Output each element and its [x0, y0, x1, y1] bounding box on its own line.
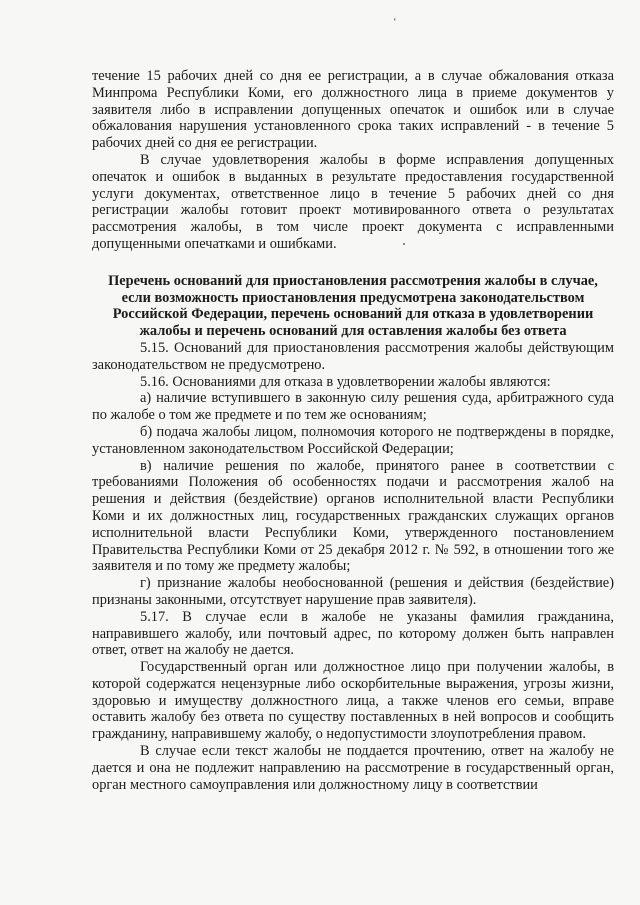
list-item-v: в) наличие решения по жалобе, принятого ранее в соответствии с требованиями Положения об особенностях подачи и рассмотрения жалоб на решения и действия (бездействие) органов исполнительной власти Республики Коми и их должностных лиц, государственных гражданских служащих органов исполнительной власти Республики Коми, утвержденного постановлением Правительства Республики Коми от 25 декабря 2012 г. № 592, в отношении того же заявителя и по тому же предмету жалобы; [92, 457, 614, 575]
paragraph-5-16: 5.16. Основаниями для отказа в удовлетворении жалобы являются: [140, 373, 551, 390]
list-item-g: г) признание жалобы необоснованной (решения и действия (бездействие) признаны законными, отсутствует нарушение прав заявителя). [92, 575, 614, 608]
list-item-a: а) наличие вступившего в законную силу решения суда, арбитражного суда по жалобе о том же предмете и по тем же основаниям; [92, 390, 614, 424]
document-body [92, 68, 614, 793]
paragraph-5-17: 5.17. В случае если в жалобе не указаны фамилия гражданина, направившего жалобу, или почтовый адрес, по которому должен быть направлен ответ, ответ на жалобу не дается. [92, 608, 614, 659]
paragraph-unreadable: В случае если текст жалобы не поддается прочтению, ответ на жалобу не дается и она не подлежит направлению на рассмотрение в государственный орган, орган местного самоуправления или должностному лицу в соответствии [92, 743, 614, 793]
paragraph-satisfaction: В случае удовлетворения жалобы в форме исправления допущенных опечаток и ошибок в выданных в результате предоставления государственной услуги документах, ответственное лицо в течение 5 рабочих дней со дня регистрации жалобы готовит проект мотивированного ответа о результатах рассмотрения жалобы, в том числе проект документа с исправленными допущенными опечатками и ошибками. [92, 151, 614, 252]
section-heading: Перечень оснований для приостановления рассмотрения жалобы в случае, если возможность приостановления предусмотрена законодательством Российской Федерации, перечень оснований для отказа в удовлетворении жалобы и перечень оснований для оставления жалобы без ответа [108, 272, 598, 340]
list-item-b: б) подача жалобы лицом, полномочия которого не подтверждены в порядке, установленном законодательством Российской Федерации; [92, 423, 614, 457]
paragraph-5-15: 5.15. Оснований для приостановления рассмотрения жалобы действующим законодательством не предусмотрено. [92, 339, 614, 373]
paragraph-continuation: течение 15 рабочих дней со дня ее регистрации, а в случае обжалования отказа Минпрома Республики Коми, его должностного лица в приеме документов у заявителя либо в исправлении допущенных опечаток и ошибок или в случае обжалования нарушения установленного срока таких исправлений - в течение 5 рабочих дней со дня ее регистрации. [92, 68, 614, 152]
paragraph-obscene: Государственный орган или должностное лицо при получении жалобы, в которой содержатся нецензурные либо оскорбительные выражения, угрозы жизни, здоровью и имуществу должностного лица, а также членов его семьи, вправе оставить жалобу без ответа по существу поставленных в ней вопросов и сообщить гражданину, направившему жалобу, о недопустимости злоупотребления правом. [92, 659, 614, 743]
scan-mark: ‘ [393, 16, 397, 28]
